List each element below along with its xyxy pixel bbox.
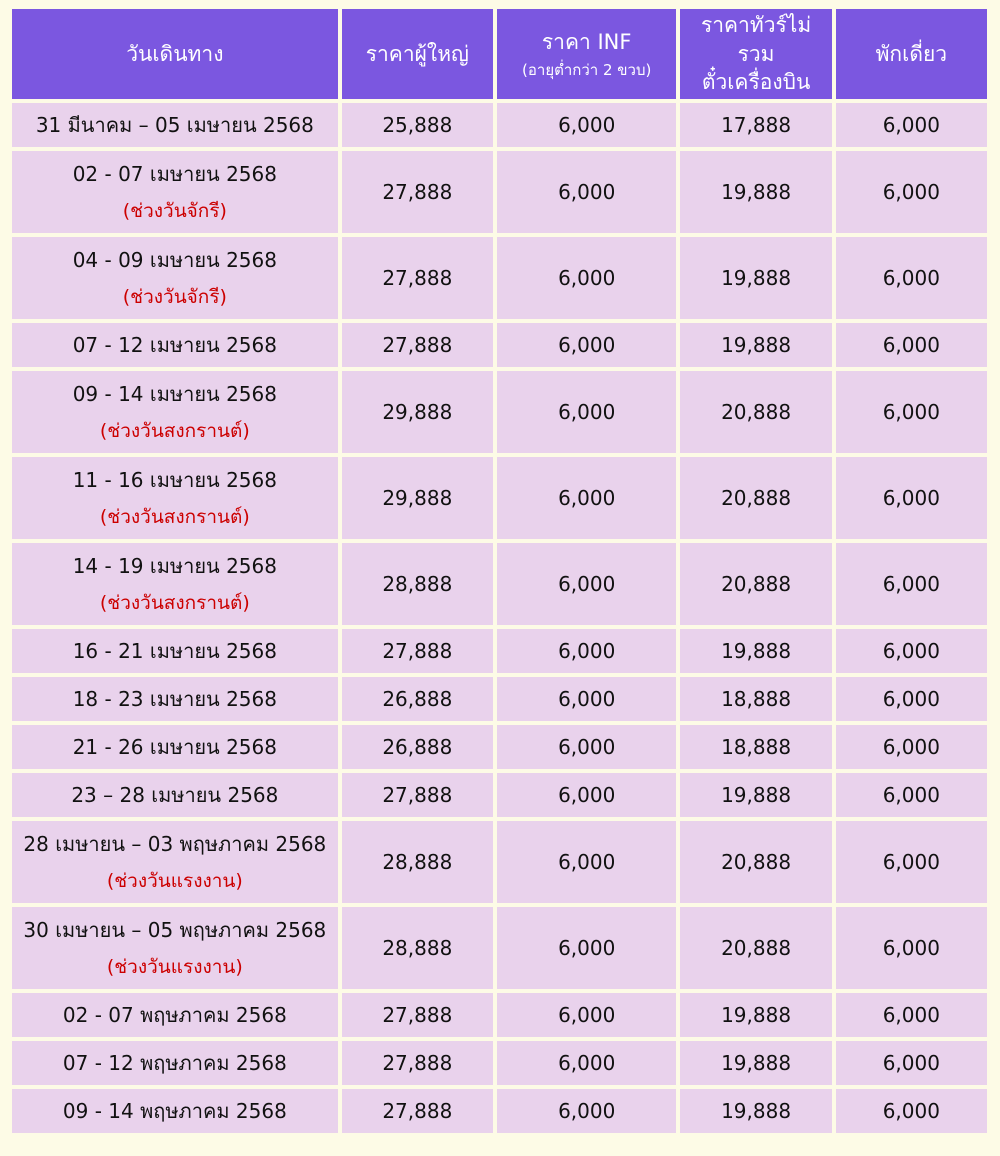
price-table <box>8 5 991 1137</box>
header-adult: ราคาผู้ใหญ่ <box>342 9 493 99</box>
single-price: 6,000 <box>836 543 987 625</box>
inf-price: 6,000 <box>497 457 676 539</box>
single-price: 6,000 <box>836 1041 987 1085</box>
inf-price: 6,000 <box>497 677 676 721</box>
table-row <box>12 543 987 625</box>
tour-price: 18,888 <box>680 725 831 769</box>
tour-price: 20,888 <box>680 371 831 453</box>
date-cell: 21 - 26 เมษายน 2568 <box>12 725 338 769</box>
inf-price: 6,000 <box>497 773 676 817</box>
inf-price: 6,000 <box>497 543 676 625</box>
adult-price: 29,888 <box>342 457 493 539</box>
adult-price: 26,888 <box>342 725 493 769</box>
single-price: 6,000 <box>836 371 987 453</box>
table-row <box>12 323 987 367</box>
holiday-note: (ช่วงวันแรงงาน) <box>106 955 243 978</box>
inf-price: 6,000 <box>497 1041 676 1085</box>
header-inf: ราคา INF (อายุต่ำกว่า 2 ขวบ) <box>497 9 676 99</box>
date-cell: 18 - 23 เมษายน 2568 <box>12 677 338 721</box>
adult-price: 27,888 <box>342 151 493 233</box>
single-price: 6,000 <box>836 1089 987 1133</box>
holiday-note: (ช่วงวันแรงงาน) <box>106 869 243 892</box>
tour-price: 19,888 <box>680 629 831 673</box>
tour-price: 19,888 <box>680 151 831 233</box>
single-price: 6,000 <box>836 725 987 769</box>
date-cell: 23 – 28 เมษายน 2568 <box>12 773 338 817</box>
single-price: 6,000 <box>836 629 987 673</box>
single-price: 6,000 <box>836 237 987 319</box>
adult-price: 27,888 <box>342 1089 493 1133</box>
tour-price: 17,888 <box>680 103 831 147</box>
tour-price: 20,888 <box>680 457 831 539</box>
date-cell: 02 - 07 เมษายน 2568 (ช่วงวันจักรี) <box>12 151 338 233</box>
single-price: 6,000 <box>836 457 987 539</box>
date-cell: 28 เมษายน – 03 พฤษภาคม 2568 (ช่วงวันแรงงาน) <box>12 821 338 903</box>
adult-price: 27,888 <box>342 323 493 367</box>
adult-price: 29,888 <box>342 371 493 453</box>
inf-price: 6,000 <box>497 323 676 367</box>
table-row <box>12 103 987 147</box>
header-row <box>12 9 987 99</box>
table-row <box>12 677 987 721</box>
adult-price: 27,888 <box>342 237 493 319</box>
table-row <box>12 773 987 817</box>
holiday-note: (ช่วงวันจักรี) <box>122 285 227 308</box>
single-price: 6,000 <box>836 773 987 817</box>
holiday-note: (ช่วงวันสงกรานต์) <box>99 419 250 442</box>
adult-price: 28,888 <box>342 907 493 989</box>
date-cell: 07 - 12 พฤษภาคม 2568 <box>12 1041 338 1085</box>
inf-price: 6,000 <box>497 993 676 1037</box>
tour-price: 19,888 <box>680 1041 831 1085</box>
inf-price: 6,000 <box>497 103 676 147</box>
table-row <box>12 1089 987 1133</box>
single-price: 6,000 <box>836 993 987 1037</box>
table-row <box>12 1041 987 1085</box>
tour-price: 19,888 <box>680 773 831 817</box>
date-cell: 11 - 16 เมษายน 2568 (ช่วงวันสงกรานต์) <box>12 457 338 539</box>
date-cell: 04 - 09 เมษายน 2568 (ช่วงวันจักรี) <box>12 237 338 319</box>
adult-price: 25,888 <box>342 103 493 147</box>
table-row <box>12 993 987 1037</box>
inf-price: 6,000 <box>497 151 676 233</box>
tour-price: 19,888 <box>680 1089 831 1133</box>
header-inf-sub: (อายุต่ำกว่า 2 ขวบ) <box>522 61 652 80</box>
inf-price: 6,000 <box>497 821 676 903</box>
date-cell: 31 มีนาคม – 05 เมษายน 2568 <box>12 103 338 147</box>
single-price: 6,000 <box>836 103 987 147</box>
inf-price: 6,000 <box>497 1089 676 1133</box>
tour-price: 19,888 <box>680 993 831 1037</box>
tour-price: 19,888 <box>680 237 831 319</box>
single-price: 6,000 <box>836 821 987 903</box>
date-cell: 02 - 07 พฤษภาคม 2568 <box>12 993 338 1037</box>
adult-price: 26,888 <box>342 677 493 721</box>
table-row <box>12 725 987 769</box>
adult-price: 28,888 <box>342 543 493 625</box>
inf-price: 6,000 <box>497 629 676 673</box>
adult-price: 27,888 <box>342 1041 493 1085</box>
adult-price: 27,888 <box>342 993 493 1037</box>
table-row <box>12 821 987 903</box>
table-row <box>12 237 987 319</box>
header-tour: ราคาทัวร์ไม่รวม ตั๋วเครื่องบิน <box>680 9 831 99</box>
date-cell: 07 - 12 เมษายน 2568 <box>12 323 338 367</box>
date-cell: 14 - 19 เมษายน 2568 (ช่วงวันสงกรานต์) <box>12 543 338 625</box>
single-price: 6,000 <box>836 151 987 233</box>
holiday-note: (ช่วงวันสงกรานต์) <box>99 505 250 528</box>
date-cell: 16 - 21 เมษายน 2568 <box>12 629 338 673</box>
tour-price: 20,888 <box>680 907 831 989</box>
adult-price: 27,888 <box>342 773 493 817</box>
tour-price: 20,888 <box>680 821 831 903</box>
tour-price: 18,888 <box>680 677 831 721</box>
header-single: พักเดี่ยว <box>836 9 987 99</box>
holiday-note: (ช่วงวันจักรี) <box>122 199 227 222</box>
inf-price: 6,000 <box>497 237 676 319</box>
adult-price: 28,888 <box>342 821 493 903</box>
adult-price: 27,888 <box>342 629 493 673</box>
inf-price: 6,000 <box>497 907 676 989</box>
single-price: 6,000 <box>836 677 987 721</box>
holiday-note: (ช่วงวันสงกรานต์) <box>99 591 250 614</box>
table-row <box>12 907 987 989</box>
date-cell: 30 เมษายน – 05 พฤษภาคม 2568 (ช่วงวันแรงงาน) <box>12 907 338 989</box>
table-row <box>12 629 987 673</box>
table-row <box>12 371 987 453</box>
single-price: 6,000 <box>836 907 987 989</box>
table-row <box>12 151 987 233</box>
inf-price: 6,000 <box>497 371 676 453</box>
inf-price: 6,000 <box>497 725 676 769</box>
date-cell: 09 - 14 เมษายน 2568 (ช่วงวันสงกรานต์) <box>12 371 338 453</box>
table-row <box>12 457 987 539</box>
tour-price: 20,888 <box>680 543 831 625</box>
tour-price: 19,888 <box>680 323 831 367</box>
single-price: 6,000 <box>836 323 987 367</box>
header-date: วันเดินทาง <box>12 9 338 99</box>
date-cell: 09 - 14 พฤษภาคม 2568 <box>12 1089 338 1133</box>
